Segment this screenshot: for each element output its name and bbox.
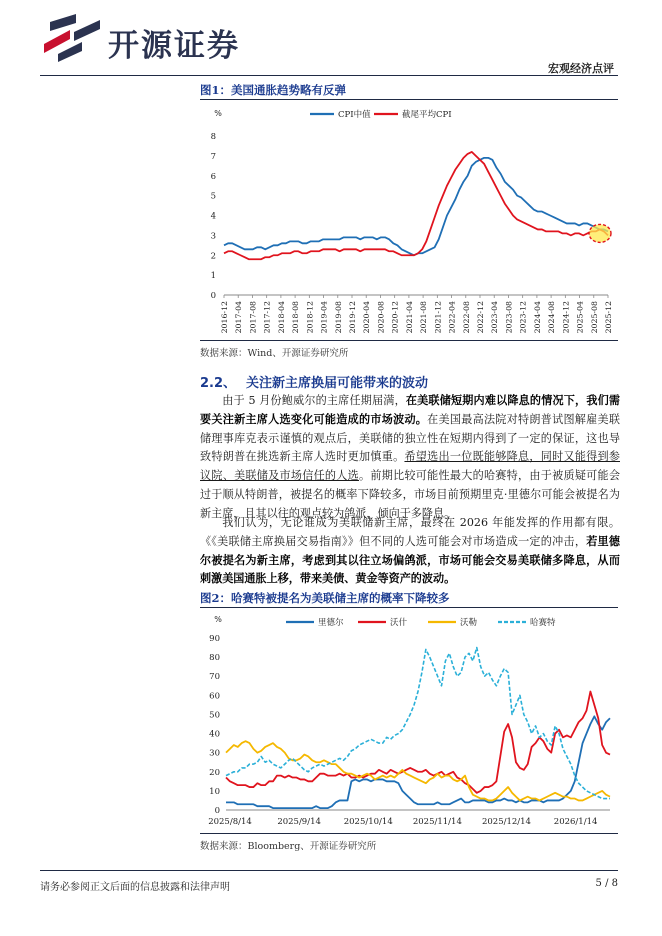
x-tick-label-3: 2025/11/14 <box>412 817 462 827</box>
x-tick-label-1: 2017-04 <box>234 301 244 334</box>
x-tick-label-26: 2025-08 <box>589 301 599 334</box>
x-tick-label-2: 2025/10/14 <box>343 817 393 827</box>
x-tick-label-22: 2024-04 <box>532 301 542 334</box>
legend-label-1: 截尾平均CPI <box>402 110 452 120</box>
x-tick-label-5: 2026/1/14 <box>553 817 598 827</box>
figure2-title: 图2：哈赛特被提名为美联储主席的概率下降较多 <box>200 591 450 605</box>
x-tick-label-0: 2025/8/14 <box>208 817 252 827</box>
x-tick-label-0: 2016-12 <box>220 301 229 334</box>
legend-label-0: 里德尔 <box>318 618 344 628</box>
x-tick-label-1: 2025/9/14 <box>277 817 321 827</box>
legend-label-1: 沃什 <box>390 618 408 628</box>
x-tick-label-6: 2018-12 <box>305 301 315 334</box>
x-tick-label-12: 2020-12 <box>390 301 400 334</box>
series-line-0 <box>224 158 608 255</box>
paragraph-2-bold: 若里德尔被提名为新主席，考虑到其以往立场偏鸽派，市场可能会交易美联储多降息，从而刺激美国通胀上移，带来美债、黄金等资产的波动。 <box>200 534 620 586</box>
y-tick-label-7: 7 <box>210 151 216 162</box>
y-tick-label-3: 30 <box>209 748 220 759</box>
y-tick-label-3: 3 <box>210 231 216 242</box>
company-name: 开源证券 <box>108 28 240 64</box>
x-tick-label-10: 2020-04 <box>362 301 372 334</box>
legend-label-3: 哈赛特 <box>530 618 556 628</box>
y-tick-label-2: 20 <box>209 767 220 778</box>
paragraph-1-text-b: 在美国最高法院对特朗普试图解雇美联储理事库克表示谨慎的观点后，美联储的独立性在短期内得到了一定的保证，这也导致特朗普在挑选新主席人选时更加慎重。 <box>200 412 620 464</box>
series-line-1 <box>226 692 610 793</box>
y-tick-label-8: 8 <box>210 132 216 142</box>
figure1-bottom-rule <box>200 340 618 341</box>
legend-label-0: CPI中值 <box>338 110 371 120</box>
report-type: 宏观经济点评 <box>548 62 614 75</box>
y-tick-label-0: 0 <box>210 291 216 301</box>
x-tick-label-9: 2019-12 <box>348 301 357 334</box>
highlight-circle <box>589 224 611 242</box>
x-tick-label-17: 2022-08 <box>461 301 471 334</box>
figure1-source: 数据来源：Wind、开源证券研究所 <box>200 348 349 359</box>
y-tick-label-6: 6 <box>210 171 216 182</box>
section-title: 关注新主席换届可能带来的波动 <box>246 376 429 391</box>
series-line-3 <box>226 648 610 799</box>
x-tick-label-18: 2022-12 <box>476 301 485 334</box>
x-tick-label-13: 2021-04 <box>404 301 414 334</box>
section-heading <box>200 372 438 391</box>
x-tick-label-8: 2019-08 <box>333 301 343 334</box>
paragraph-1-underline: 希望选出一位既能够降息，同时又能得到参议院、美联储及市场信任的人选 <box>200 450 620 483</box>
y-tick-label-2: 2 <box>210 251 216 262</box>
paragraph-1-text-a: 由于 5 月份鲍威尔的主席任期届满， <box>222 394 406 407</box>
y-tick-label-0: 0 <box>214 806 220 816</box>
x-tick-label-2: 2017-08 <box>248 301 258 334</box>
x-tick-label-19: 2023-04 <box>490 301 500 334</box>
y-tick-label-5: 50 <box>209 710 220 721</box>
company-logo-mark <box>40 14 102 62</box>
x-tick-label-21: 2023-12 <box>518 301 528 334</box>
y-axis-unit-label: % <box>214 109 222 118</box>
x-tick-label-14: 2021-08 <box>419 301 429 334</box>
legend-label-2: 沃勒 <box>460 618 478 628</box>
x-tick-label-27: 2025-12 <box>604 301 613 334</box>
paragraph-1-bold: 在美联储短期内难以降息的情况下，我们需要关注新主席人选变化可能造成的市场波动。 <box>200 394 620 426</box>
x-tick-label-5: 2018-08 <box>291 301 301 334</box>
x-tick-label-25: 2025-04 <box>575 301 585 334</box>
paragraph-1-text-c: 。前期比较可能性最大的哈赛特，由于被质疑可能会过于顺从特朗普，被提名的概率下降较多，市场目前预期里克·里德尔可能会被提名为新主席，且其以往的观点较为鸽派，倾向于多降息。 <box>200 469 620 520</box>
page-number: 5 / 8 <box>595 878 618 889</box>
x-tick-label-24: 2024-12 <box>561 301 571 334</box>
x-tick-label-23: 2024-08 <box>547 301 557 334</box>
y-tick-label-4: 4 <box>210 211 216 222</box>
x-tick-label-3: 2017-12 <box>262 301 272 334</box>
figure1-title-rule <box>200 99 618 100</box>
y-tick-label-8: 80 <box>209 653 220 664</box>
figure1-chart <box>200 102 618 338</box>
figure2-source: 数据来源：Bloomberg、开源证券研究所 <box>200 841 377 852</box>
y-tick-label-5: 5 <box>210 191 216 202</box>
y-tick-label-1: 1 <box>210 271 216 282</box>
header-divider <box>40 75 618 76</box>
figure2-title-rule <box>200 607 618 608</box>
figure2-chart <box>200 610 618 832</box>
y-tick-label-6: 60 <box>209 691 220 702</box>
x-tick-label-16: 2022-04 <box>447 301 457 334</box>
x-tick-label-11: 2020-08 <box>376 301 386 334</box>
paragraph-2-text: 我们认为，无论谁成为美联储新主席，最终在 2026 年能发挥的作用都有限。《《美联储主席换届交易指南》》但不同的人选可能会对市场造成一定的冲击， <box>200 516 620 548</box>
section-number: 2.2、 <box>200 376 237 391</box>
x-tick-label-20: 2023-08 <box>504 301 514 334</box>
x-tick-label-4: 2025/12/14 <box>481 817 531 827</box>
paragraph-1 <box>200 392 620 524</box>
y-tick-label-4: 40 <box>209 729 220 740</box>
footer-disclaimer: 请务必参阅正文后面的信息披露和法律声明 <box>40 882 230 893</box>
footer-divider <box>40 870 618 871</box>
y-tick-label-7: 70 <box>209 672 220 683</box>
y-tick-label-1: 10 <box>209 786 220 797</box>
x-tick-label-4: 2018-04 <box>276 301 286 334</box>
figure2-bottom-rule <box>200 833 618 834</box>
x-tick-label-15: 2021-12 <box>433 301 443 334</box>
y-tick-label-9: 90 <box>209 634 220 644</box>
x-tick-label-7: 2019-04 <box>319 301 329 334</box>
y-axis-unit-label: % <box>214 615 222 624</box>
figure1-title: 图1：美国通胀趋势略有反弹 <box>200 83 347 97</box>
paragraph-2 <box>200 514 620 589</box>
